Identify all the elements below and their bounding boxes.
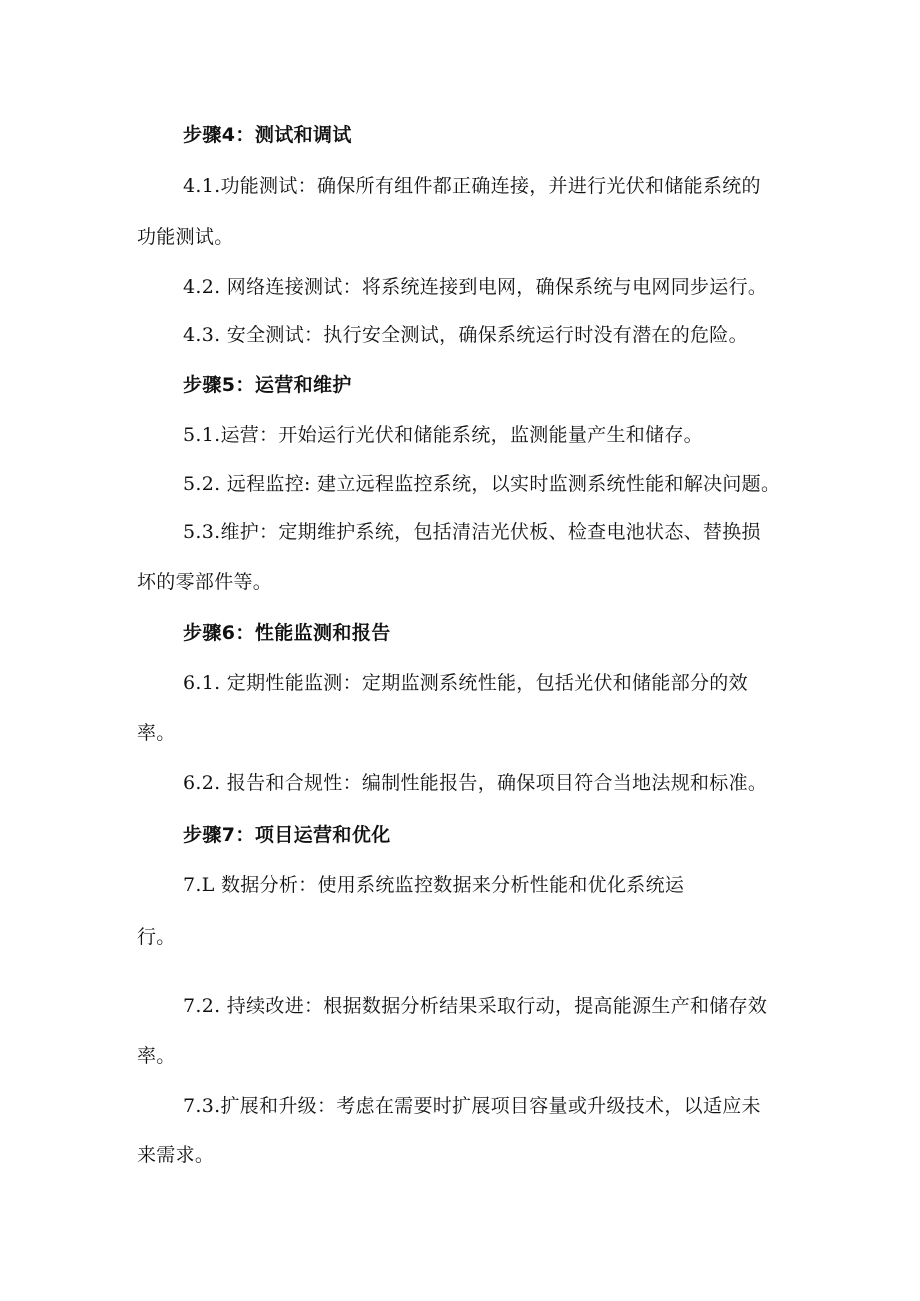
step6-item2: 6.2. 报告和合规性：编制性能报告，确保项目符合当地法规和标准。 <box>183 772 768 794</box>
step4-item2: 4.2. 网络连接测试：将系统连接到电网，确保系统与电网同步运行。 <box>183 276 768 298</box>
step4-heading: 步骤4：测试和调试 <box>183 124 352 146</box>
step5-heading: 步骤5：运营和维护 <box>183 374 352 396</box>
step6-item1-line2: 率。 <box>137 722 176 744</box>
step6-item1-line1: 6.1. 定期性能监测：定期监测系统性能，包括光伏和储能部分的效 <box>183 672 748 694</box>
step7-item1-line2: 行。 <box>137 926 176 948</box>
step7-item2-line1: 7.2. 持续改进：根据数据分析结果采取行动，提高能源生产和储存效 <box>183 995 768 1017</box>
step5-item1: 5.1.运营：开始运行光伏和储能系统，监测能量产生和储存。 <box>183 424 703 446</box>
step6-heading: 步骤6：性能监测和报告 <box>183 622 391 644</box>
step7-item3-line2: 来需求。 <box>137 1144 215 1166</box>
step5-item2: 5.2. 远程监控: 建立远程监控系统，以实时监测系统性能和解决问题。 <box>183 473 781 495</box>
step7-item3-line1: 7.3.扩展和升级：考虑在需要时扩展项目容量或升级技术，以适应未 <box>183 1095 761 1117</box>
step5-item3-line1: 5.3.维护：定期维护系统，包括清洁光伏板、检查电池状态、替换损 <box>183 521 761 543</box>
step4-item1-line2: 功能测试。 <box>137 226 234 248</box>
step4-item1-line1: 4.1.功能测试：确保所有组件都正确连接，并进行光伏和储能系统的 <box>183 175 761 197</box>
step4-item3: 4.3. 安全测试：执行安全测试，确保系统运行时没有潜在的危险。 <box>183 324 748 346</box>
step7-heading: 步骤7：项目运营和优化 <box>183 824 391 846</box>
step7-item1-line1: 7.L 数据分析：使用系统监控数据来分析性能和优化系统运 <box>183 874 685 896</box>
step7-item2-line2: 率。 <box>137 1045 176 1067</box>
step5-item3-line2: 坏的零部件等。 <box>137 571 273 593</box>
